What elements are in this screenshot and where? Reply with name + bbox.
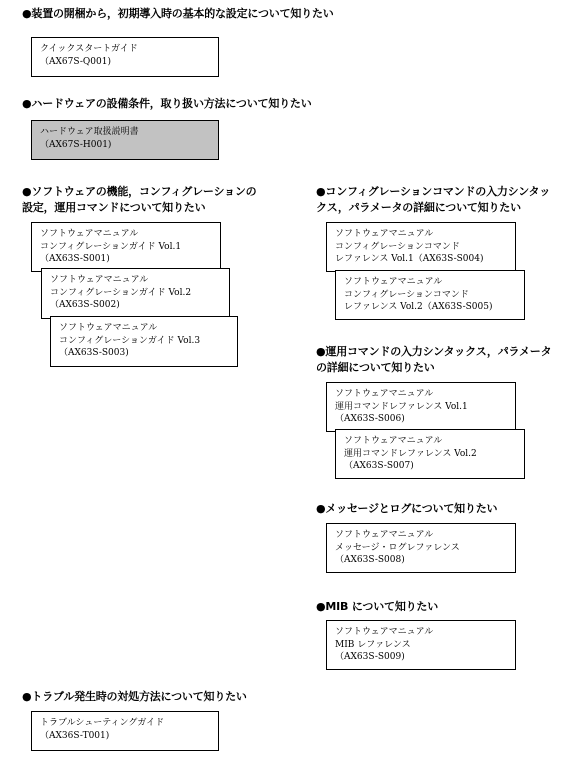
manual-title: コンフィグレーションコマンド (344, 289, 469, 300)
manual-series: ソフトウェアマニュアル (59, 323, 158, 333)
manual-config-command-ref-vol2 (335, 270, 525, 320)
manual-code: レファレンス Vol.2（AX63S-S005) (344, 302, 493, 313)
manual-code: （AX63S-S006) (335, 414, 405, 425)
manual-code: （AX63S-S002) (50, 300, 120, 311)
manual-title: 運用コマンドレファレンス Vol.1 (335, 401, 468, 412)
manual-code: （AX67S-H001) (40, 139, 112, 150)
heading-mib: ●MIB について知りたい (316, 600, 439, 613)
manual-code: （AX63S-S003) (59, 348, 129, 359)
heading-line: の詳細について知りたい (316, 361, 435, 374)
manual-operation-command-ref-vol2 (335, 429, 525, 479)
manual-series: ソフトウェアマニュアル (344, 436, 443, 446)
manual-quick-start-guide (31, 37, 219, 77)
manual-code: （AX36S-T001) (40, 730, 110, 741)
manual-series: ソフトウェアマニュアル (335, 530, 434, 540)
heading-hardware: ●ハードウェアの設備条件，取り扱い方法について知りたい (22, 97, 312, 110)
manual-series: ソフトウェアマニュアル (335, 229, 434, 239)
manual-message-log-ref (326, 523, 516, 573)
manual-config-guide-vol1 (31, 222, 221, 272)
heading-line: ●ソフトウェアの機能，コンフィグレーションの (22, 185, 257, 198)
heading-line: クス，パラメータの詳細について知りたい (316, 201, 521, 214)
heading-setup: ●装置の開梱から，初期導入時の基本的な設定について知りたい (22, 7, 334, 20)
manual-config-guide-vol2 (41, 268, 230, 319)
manual-troubleshooting-guide (31, 711, 219, 751)
manual-title: コンフィグレーションガイド Vol.1 (40, 241, 182, 252)
heading-software-config (22, 184, 256, 216)
manual-title: クイックスタートガイド (40, 44, 138, 54)
manual-series: ソフトウェアマニュアル (40, 229, 139, 239)
manual-title: ハードウェア取扱説明書 (40, 127, 139, 137)
heading-troubleshooting: ●トラブル発生時の対処方法について知りたい (22, 690, 247, 703)
manual-hardware-guide (31, 120, 219, 160)
manual-title: 運用コマンドレファレンス Vol.2 (344, 448, 477, 459)
manual-operation-command-ref-vol1 (326, 382, 516, 432)
heading-messages-logs: ●メッセージとログについて知りたい (316, 502, 498, 515)
manual-config-guide-vol3 (50, 316, 238, 367)
heading-line: 設定，運用コマンドについて知りたい (22, 201, 206, 214)
manual-title: コンフィグレーションガイド Vol.3 (59, 335, 201, 346)
heading-line: ●運用コマンドの入力シンタックス，パラメータ (316, 345, 552, 358)
manual-title: MIB レファレンス (335, 639, 411, 650)
manual-title: メッセージ・ログレファレンス (335, 542, 460, 553)
manual-mib-ref (326, 620, 516, 670)
manual-code: レファレンス Vol.1（AX63S-S004) (335, 254, 484, 265)
manual-title: トラブルシューティングガイド (40, 718, 165, 728)
manual-code: （AX63S-S001) (40, 254, 110, 265)
manual-series: ソフトウェアマニュアル (335, 389, 434, 399)
manual-title: コンフィグレーションガイド Vol.2 (50, 287, 192, 298)
manual-code: （AX63S-S007) (344, 461, 414, 472)
manual-series: ソフトウェアマニュアル (344, 277, 443, 287)
manual-title: コンフィグレーションコマンド (335, 241, 460, 252)
manual-code: （AX63S-S009) (335, 652, 405, 663)
manual-series: ソフトウェアマニュアル (335, 627, 434, 637)
heading-operation-command (316, 344, 551, 376)
manual-code: （AX67S-Q001) (40, 56, 111, 67)
manual-code: （AX63S-S008) (335, 555, 405, 566)
heading-config-command (316, 184, 550, 216)
manual-config-command-ref-vol1 (326, 222, 516, 272)
heading-line: ●コンフィグレーションコマンドの入力シンタッ (316, 185, 551, 198)
manual-series: ソフトウェアマニュアル (50, 275, 149, 285)
